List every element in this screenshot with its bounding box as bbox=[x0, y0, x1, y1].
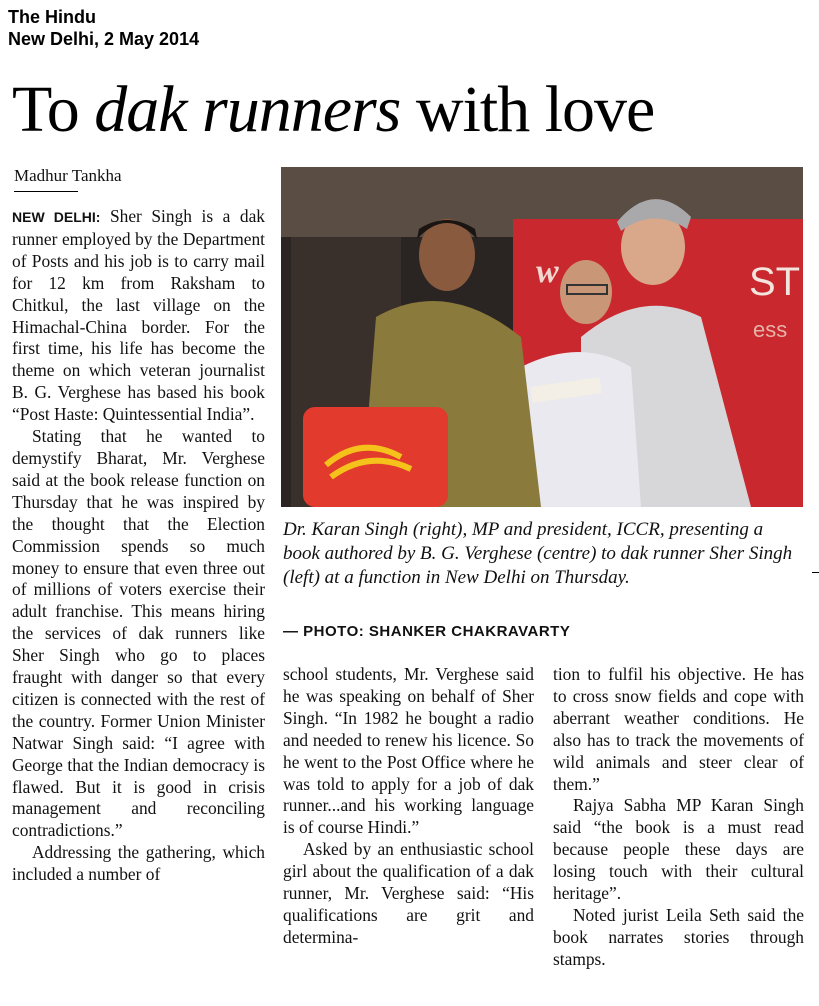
banner-text: ST bbox=[749, 260, 801, 304]
paragraph-2: Stating that he wanted to demystify Bharat, Mr. Verghese said at the book release function on Thursday that he was inspired by the thought that the Election Commission spends so much money to ensure that even three out of millions of voters exercise their adult franchise. This means hiring the services of dak runners like Sher Singh who go to places fraught with danger so that every citizen is connected with the rest of the country. Former Union Minister Natwar Singh said: “I agree with George that the Indian democracy is flawed. But it is good in crisis management and reconciling contradictions.” bbox=[12, 426, 265, 841]
photo-illustration bbox=[281, 167, 803, 507]
news-photo bbox=[281, 167, 803, 507]
byline-rule bbox=[14, 191, 78, 192]
article-column-2 bbox=[283, 664, 534, 949]
newspaper-name: The Hindu bbox=[8, 7, 96, 27]
paragraph-1-text: Sher Singh is a dak runner employed by the Department of Posts and his job is to carry mail for 12 km from Raksham to Chitkul, the last village on the Himachal-China border. For the first time, his life has become the theme on which veteran journalist B. G. Verghese has based his book “Post Haste: Quintessential India”. bbox=[12, 206, 265, 425]
margin-mark bbox=[812, 572, 819, 573]
headline bbox=[12, 74, 654, 146]
article-column-3 bbox=[553, 664, 804, 971]
dateline: NEW DELHI: bbox=[12, 209, 101, 225]
red-mail-bag bbox=[303, 407, 448, 507]
paragraph-7: Rajya Sabha MP Karan Singh said “the book is a must read because people these days are losing touch with their cultural heritage”. bbox=[553, 795, 804, 904]
publication-place-date: New Delhi, 2 May 2014 bbox=[8, 29, 200, 49]
byline: Madhur Tankha bbox=[14, 166, 122, 185]
paragraph-1 bbox=[12, 206, 265, 426]
paragraph-3: Addressing the gathering, which included a number of bbox=[12, 842, 265, 885]
centre-man-shirt bbox=[521, 352, 641, 507]
paragraph-8: Noted jurist Leila Seth said the book narrates stories through stamps. bbox=[553, 904, 804, 969]
article-column-1 bbox=[12, 206, 265, 886]
photo-caption: Dr. Karan Singh (right), MP and president, ICCR, presenting a book authored by B. G. Verghese (centre) to dak runner Sher Singh (left) at a function in New Delhi on Thursday. bbox=[283, 519, 793, 588]
headline-part1: To bbox=[12, 73, 95, 146]
headline-part2: with love bbox=[400, 73, 655, 146]
headline-italic: dak runners bbox=[94, 73, 401, 146]
banner-letters: w bbox=[536, 253, 559, 290]
paragraph-4: school students, Mr. Verghese said he was speaking on behalf of Sher Singh. “In 1982 he bought a radio and needed to renew his licence. So he went to the Post Office where he was told to apply for a job of dak runner...and his working language is of course Hindi.” bbox=[283, 664, 534, 838]
paragraph-6: tion to fulfil his objective. He has to cross snow fields and cope with aberrant weather conditions. He also has to track the movements of wild animals and steer clear of them.” bbox=[553, 664, 804, 794]
banner-sub: ess bbox=[753, 317, 788, 342]
newspaper-source bbox=[8, 6, 199, 50]
photo-credit: — PHOTO: SHANKER CHAKRAVARTY bbox=[283, 623, 571, 640]
paragraph-5: Asked by an enthusiastic school girl about the qualification of a dak runner, Mr. Verghese said: “His qualifications are grit and determina- bbox=[283, 839, 534, 947]
